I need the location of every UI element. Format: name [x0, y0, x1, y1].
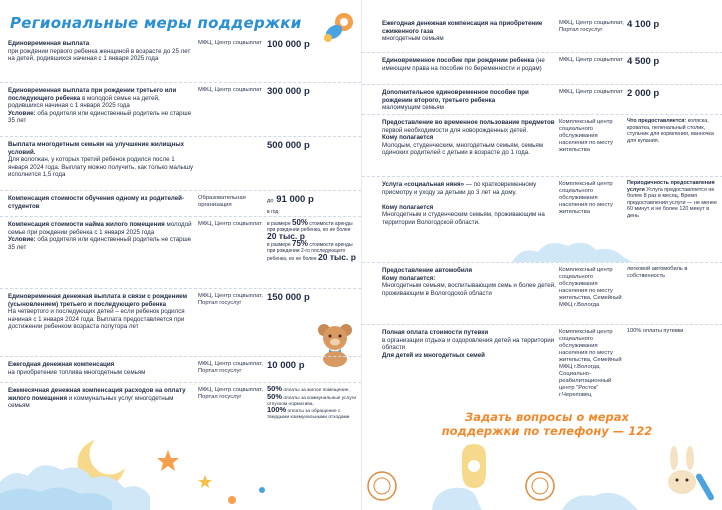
bib-bunny-illustration: [362, 442, 722, 510]
measure-desc: и коммунальных услуг многодетным семьям: [8, 394, 174, 410]
amount-text: в размере: [267, 242, 291, 248]
amount-text: в размере: [267, 221, 291, 227]
amount-percent: 50%: [292, 218, 309, 227]
measure-title: Предоставление автомобиля: [382, 267, 473, 274]
condition-text: оба родителя или единственный родитель не старше 35 лет: [8, 109, 192, 125]
measure-org: МФЦ, Центр соцвыплат, Портал госуслуг: [198, 387, 263, 400]
measure-title: Единовременное пособие при рождении ребенка: [382, 57, 535, 64]
amount-text: более: [336, 227, 351, 233]
amount-percent: 75%: [292, 239, 309, 248]
measure-title: Единовременная выплата: [8, 40, 90, 47]
measure-title: Ежегодная денежная компенсация: [8, 361, 115, 368]
measure-desc: На четвертого и последующих детей – если ребенок родился начиная с 1 января 2024 года. Выплата предоставляется при достижении ребенком возраста полутора лет: [8, 308, 185, 331]
measure-desc: при рождении первого ребенка женщиной в возрасте до 25 лет на детей, родившихся начиная с 1 января 2025 года: [8, 47, 191, 63]
amount-title: Что предоставляется:: [627, 118, 687, 124]
measure-amount: 10 000 р: [267, 360, 305, 371]
who-text: Многодетным семьям, воспитывающим семь и более детей, проживающим в Вологодской области: [382, 282, 556, 297]
clouds-moon-illustration: [0, 420, 361, 510]
amount-text: оплаты за коммунальные услуги отпуском норматива,: [267, 395, 357, 407]
measure-title: Выплата многодетным семьям на улучшение жилищных условий.: [8, 141, 185, 156]
measure-title: Предоставление во временное пользование предметов: [382, 119, 555, 126]
measure-amount: 500 000 р: [267, 140, 310, 151]
amount-title: Периодичность предоставления услуги: [627, 180, 715, 193]
measure-desc: малоимущим семьям: [382, 104, 444, 112]
measure-org: МФЦ, Центр соцвыплат, Портал госуслуг: [198, 293, 263, 306]
amount-percent: 50%: [267, 384, 283, 393]
amount-text: но не более: [288, 256, 317, 262]
measure-title: Дополнительное единовременное пособие при рождении второго, третьего ребенка: [382, 89, 529, 104]
condition-text: оба родителя или единственный родитель не старше 35 лет: [8, 236, 192, 251]
page-title: Региональные меры поддержки: [10, 14, 302, 32]
measure-desc: многодетным семьям: [382, 35, 444, 43]
measure-org: МФЦ, Центр соцвыплат: [198, 40, 262, 46]
condition-label: Условие:: [8, 109, 36, 117]
measure-desc: молодой семье при рождении ребенка с 1 января 2025 года: [8, 221, 192, 236]
amount-text: легковой автомобиль в собственность: [627, 266, 688, 279]
measure-org: МФЦ, Центр соцвыплат: [559, 89, 623, 95]
measure-amount: 91 000 р: [276, 194, 314, 205]
cloud-illustration: [512, 232, 632, 262]
table-row: [0, 216, 361, 288]
measure-org: Образовательная организация: [198, 195, 246, 208]
table-row: [0, 36, 361, 82]
amount-text: 100% оплаты путевки: [627, 328, 684, 334]
table-row: [362, 324, 722, 400]
measure-desc: — по кратковременному присмотру и уходу за детьми до 3 лет на дому.: [382, 181, 537, 196]
table-row: [362, 114, 722, 176]
table-row: [362, 262, 722, 324]
measure-amount: 4 100 р: [627, 19, 660, 30]
who-text: Для детей из многодетных семей: [382, 351, 485, 359]
measure-amount: 150 000 р: [267, 292, 310, 303]
amount-text: оплаты за жилое помещение,: [283, 388, 350, 393]
measure-org: МФЦ, Центр соцвыплат: [559, 57, 623, 63]
measure-org: Комплексный центр социального обслуживания населения по месту жительства: [559, 181, 613, 215]
measure-title: Единовременная выплата при рождении третьего или последующего ребенка: [8, 87, 177, 102]
measure-org: Комплексный центр социального обслуживания населения по месту жительства: [559, 119, 613, 153]
phone-line-1: Задать вопросы о мерах: [465, 410, 629, 424]
table-row: [0, 190, 361, 216]
table-row: [0, 82, 361, 136]
amount-percent: 50%: [267, 391, 283, 401]
table-row: [0, 356, 361, 382]
phone-line-2: поддержки по телефону — 122: [441, 424, 653, 438]
phone-callout: [397, 410, 697, 438]
amount-prefix: до: [267, 198, 274, 204]
measure-desc: на приобретение топлива многодетным семьям: [8, 368, 146, 376]
amount-text: оплаты за обращение с твердыми коммунальными отходами: [267, 409, 350, 421]
amount-value: 20 тыс. р: [267, 231, 305, 241]
measure-org: Комплексный центр социального обслуживания населения по месту жительства, Семейный МФЦ г.Вологда: [559, 267, 622, 308]
table-row: [0, 288, 361, 356]
amount-percent: 100%: [267, 405, 287, 415]
measure-title: Компенсация стоимости обучения одному из родителей-студентов: [8, 195, 185, 210]
measure-title: Ежегодная денежная компенсация на приобретение сжиженного газа: [382, 20, 543, 35]
measure-amount: 100 000 р: [267, 39, 310, 50]
measure-title: Услуга «социальная няня»: [382, 181, 465, 188]
who-label: Кому полагается: [382, 134, 434, 142]
condition-label: Условие:: [8, 236, 36, 244]
table-row: [362, 52, 722, 84]
table-row: [362, 16, 722, 52]
right-page: [361, 0, 722, 510]
measure-amount: 300 000 р: [267, 86, 310, 97]
measure-title: Компенсация стоимости найма жилого помещения: [8, 221, 165, 228]
amount-value: 20 тыс. р: [318, 252, 356, 262]
amount-text: стоимости аренды при рождении 2-го последующего ребенка,: [267, 242, 353, 262]
table-row: [0, 136, 361, 190]
who-text: Молодым, студенческим, многодетным семьям, семьям одиноких родителей с детьми в возрасте до 1 года.: [382, 141, 543, 157]
who-text: Многодетным и студенческим семьям, проживающим на территории Вологодской области.: [382, 211, 545, 226]
measure-desc: (не имеющим права на пособие по беременности и родам): [382, 57, 545, 72]
measure-amount: 4 500 р: [627, 56, 660, 67]
amount-text: стоимости аренды при рождении ребенка, но не: [267, 221, 353, 233]
measure-title: Ежемесячная денежная компенсация расходов на оплату жилого помещения: [8, 387, 186, 402]
measure-desc: Для вологжан, у которых третий ребенок родился после 1 января 2024 года. Выплату можно получить, как только малышу исполнится 1,5 года: [8, 156, 194, 179]
table-row: [362, 84, 722, 114]
amount-note: в год: [267, 209, 279, 215]
measure-desc: в организации отдыха и оздоровления детей на территории области: [382, 336, 555, 352]
measure-org: МФЦ, Центр соцвыплат, Портал госуслуг: [559, 20, 624, 33]
who-label: Кому полагается: [382, 203, 434, 211]
measure-org: МФЦ, Центр соцвыплат, Портал госуслуг: [198, 361, 263, 374]
measure-desc: в молодой семье на детей, родившихся начиная с 1 января 2025 года: [8, 94, 160, 110]
measure-title: Полная оплата стоимости путевки: [382, 329, 489, 336]
measure-org: Комплексный центр социального обслуживания населения по месту жительства, Семейный МФЦ г.Вологда, Социально-реабилитационный центр "Росток" г.Череповец: [559, 329, 622, 398]
measure-title: Единовременная денежная выплата в связи с рождением (усыновлением) третьего и последующего ребенка: [8, 293, 188, 308]
measure-org: МФЦ, Центр соцвыплат: [198, 87, 262, 93]
measure-desc: первой необходимости для новорожденных детей.: [382, 126, 529, 134]
measure-amount: 2 000 р: [627, 88, 660, 99]
measure-org: МФЦ, Центр соцвыплат: [198, 221, 262, 227]
amount-text: Услуга предоставляется не более 8 раз в месяц. Время предоставления услуги — не менее 60 минут и не более 120 минут в день: [627, 186, 718, 219]
who-label: Кому полагается:: [382, 274, 436, 282]
amount-text: коляска, кроватка, пеленальный столик, стульчик для кормления, ванночка для купания.: [627, 118, 714, 144]
